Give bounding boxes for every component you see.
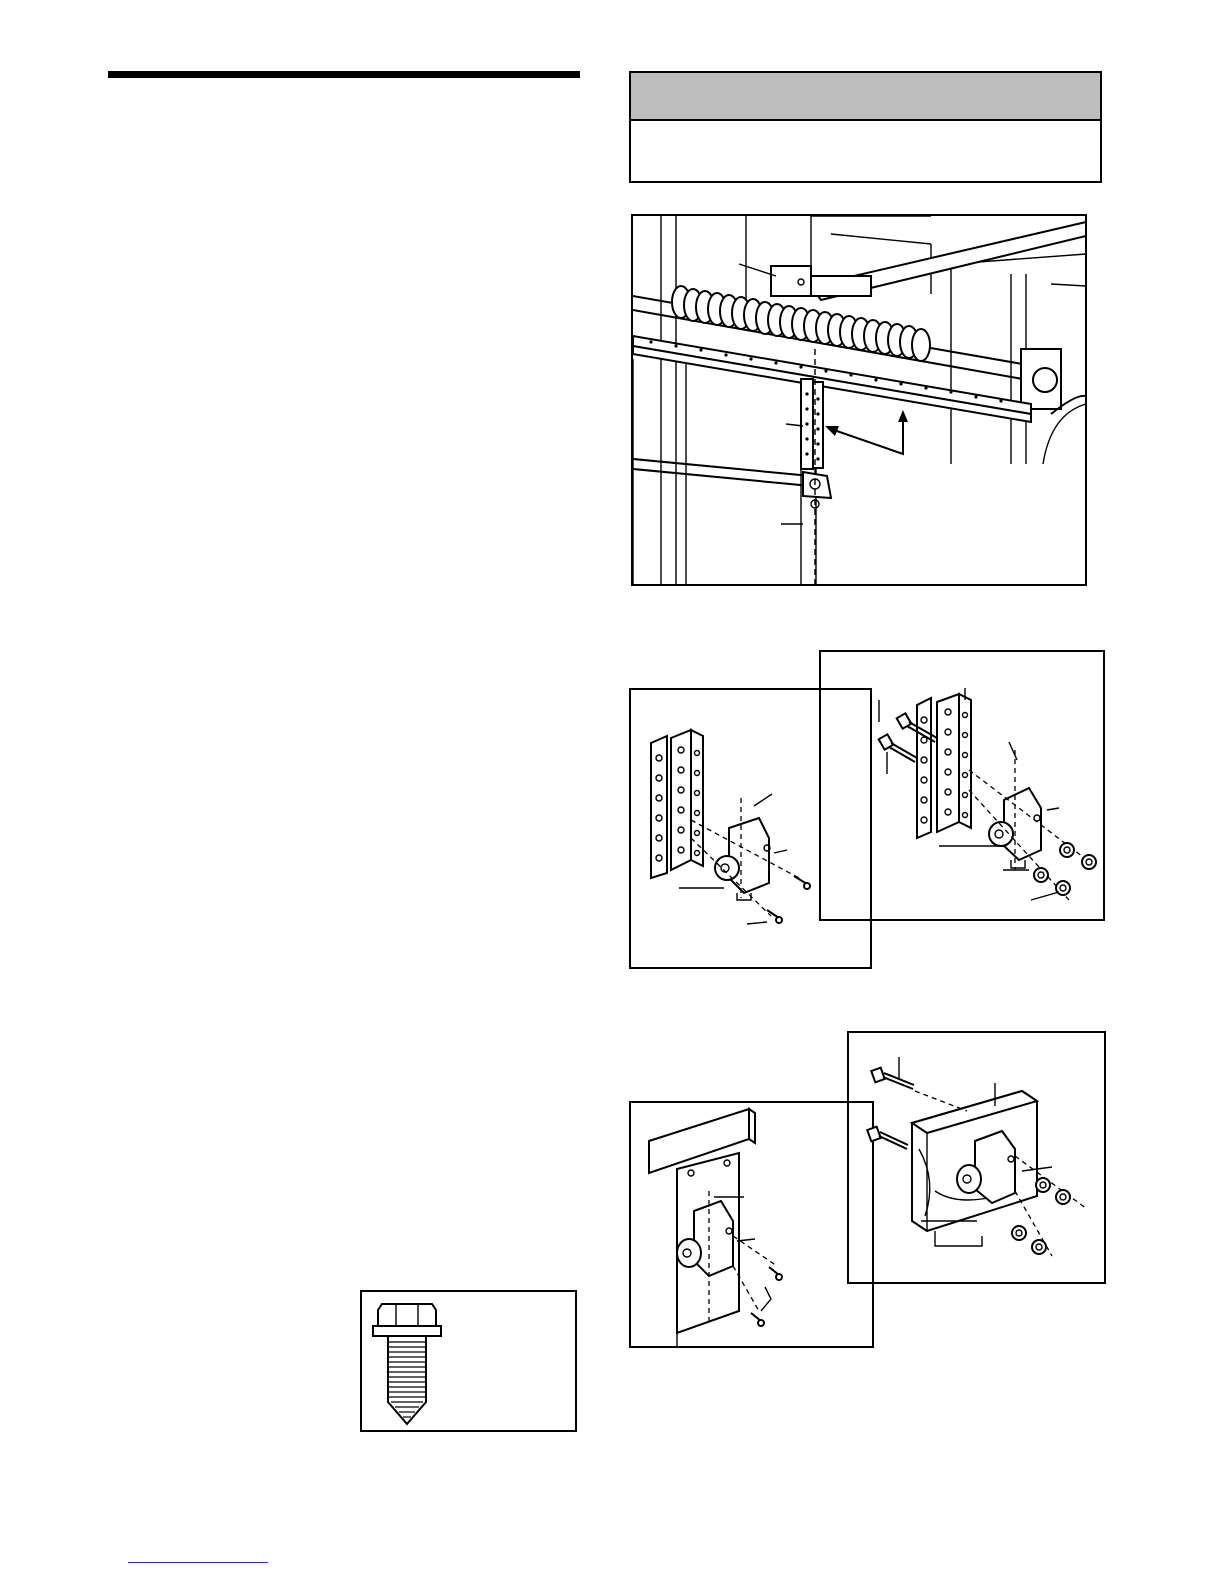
notice-box-body (631, 121, 1100, 181)
door-overview-illustration (631, 214, 1087, 586)
footer-link[interactable] (128, 1549, 268, 1563)
self-threading-screw-illustration (360, 1290, 577, 1432)
wood-door-bracket-detail-illustration (847, 1031, 1106, 1284)
footer-link-underline (128, 1562, 268, 1563)
steel-frame-bracket-detail-illustration (819, 650, 1105, 921)
section-heading-rule (108, 71, 580, 78)
wood-door-bracket-illustration (629, 1101, 874, 1348)
notice-box (629, 71, 1102, 183)
notice-box-header (631, 73, 1100, 121)
